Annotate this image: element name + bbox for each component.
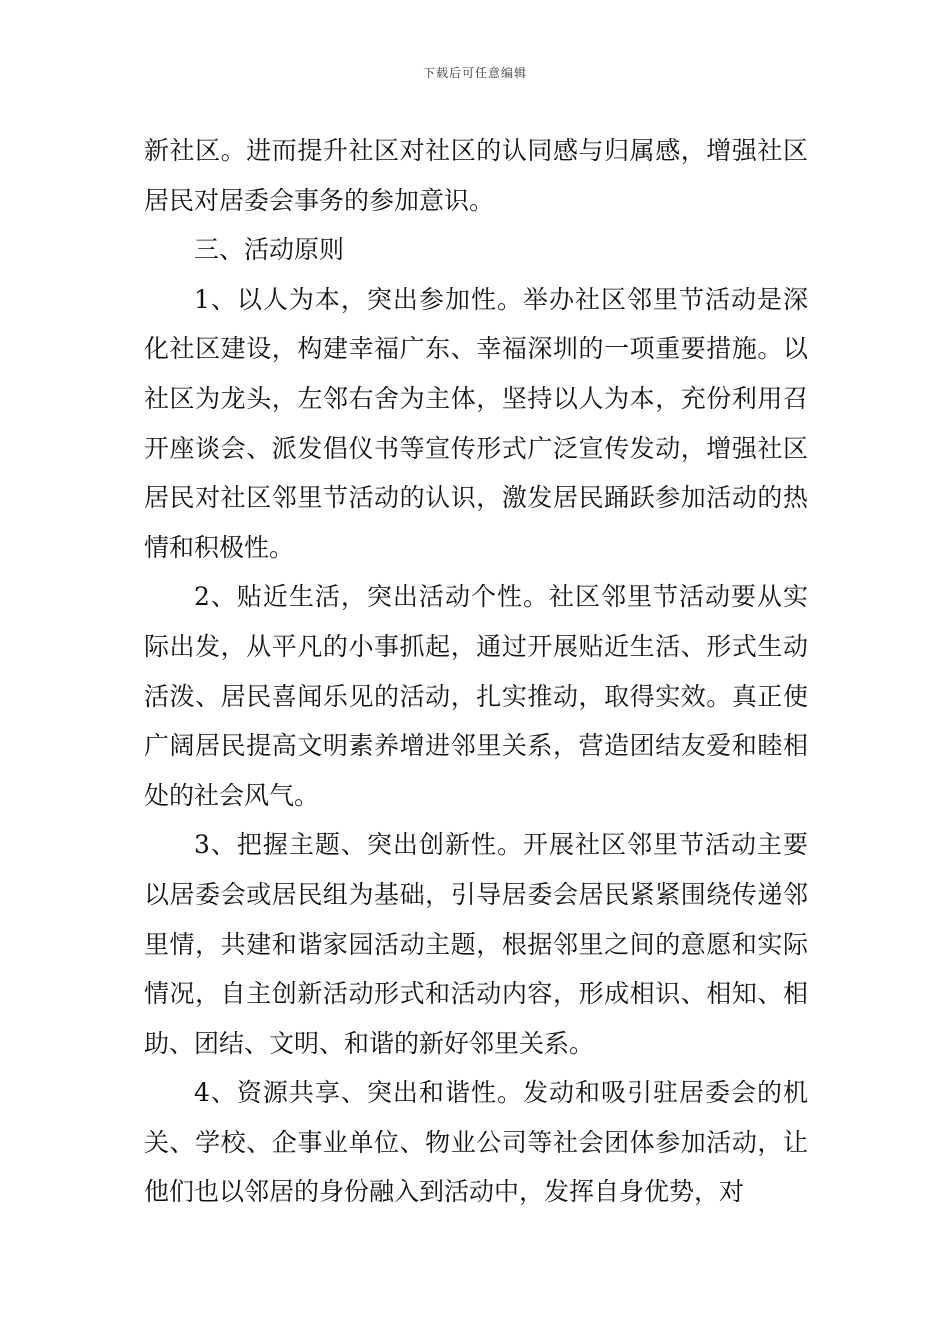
paragraph-principle-4: 4、资源共享、突出和谐性。发动和吸引驻居委会的机关、学校、企事业单位、物业公司等社会团体参加活动，让他们也以邻居的身份融入到活动中，发挥自身优势，对 bbox=[144, 1078, 808, 1207]
paragraph-continuation: 新社区。进而提升社区对社区的认同感与归属感，增强社区居民对居委会事务的参加意识。 bbox=[144, 136, 808, 215]
paragraph-principle-1: 1、以人为本，突出参加性。举办社区邻里节活动是深化社区建设，构建幸福广东、幸福深圳的一项重要措施。以社区为龙头，左邻右舍为主体，坚持以人为本，充份利用召开座谈会、派发倡仪书等宣传形式广泛宣传发动，增强社区居民对社区邻里节活动的认识，激发居民踊跃参加活动的热情和积极性。 bbox=[144, 284, 808, 562]
section-heading: 三、活动原则 bbox=[194, 235, 345, 265]
document-body bbox=[144, 126, 808, 1217]
page-header: 下载后可任意编辑 bbox=[422, 66, 527, 80]
paragraph-principle-2: 2、贴近生活，突出活动个性。社区邻里节活动要从实际出发，从平凡的小事抓起，通过开展贴近生活、形式生动活泼、居民喜闻乐见的活动，扎实推动，取得实效。真正使广阔居民提高文明素养增进邻里关系，营造团结友爱和睦相处的社会风气。 bbox=[144, 582, 808, 810]
paragraph-principle-3: 3、把握主题、突出创新性。开展社区邻里节活动主要以居委会或居民组为基础，引导居委会居民紧紧围绕传递邻里情，共建和谐家园活动主题，根据邻里之间的意愿和实际情况，自主创新活动形式和活动内容，形成相识、相知、相助、团结、文明、和谐的新好邻里关系。 bbox=[144, 830, 808, 1058]
